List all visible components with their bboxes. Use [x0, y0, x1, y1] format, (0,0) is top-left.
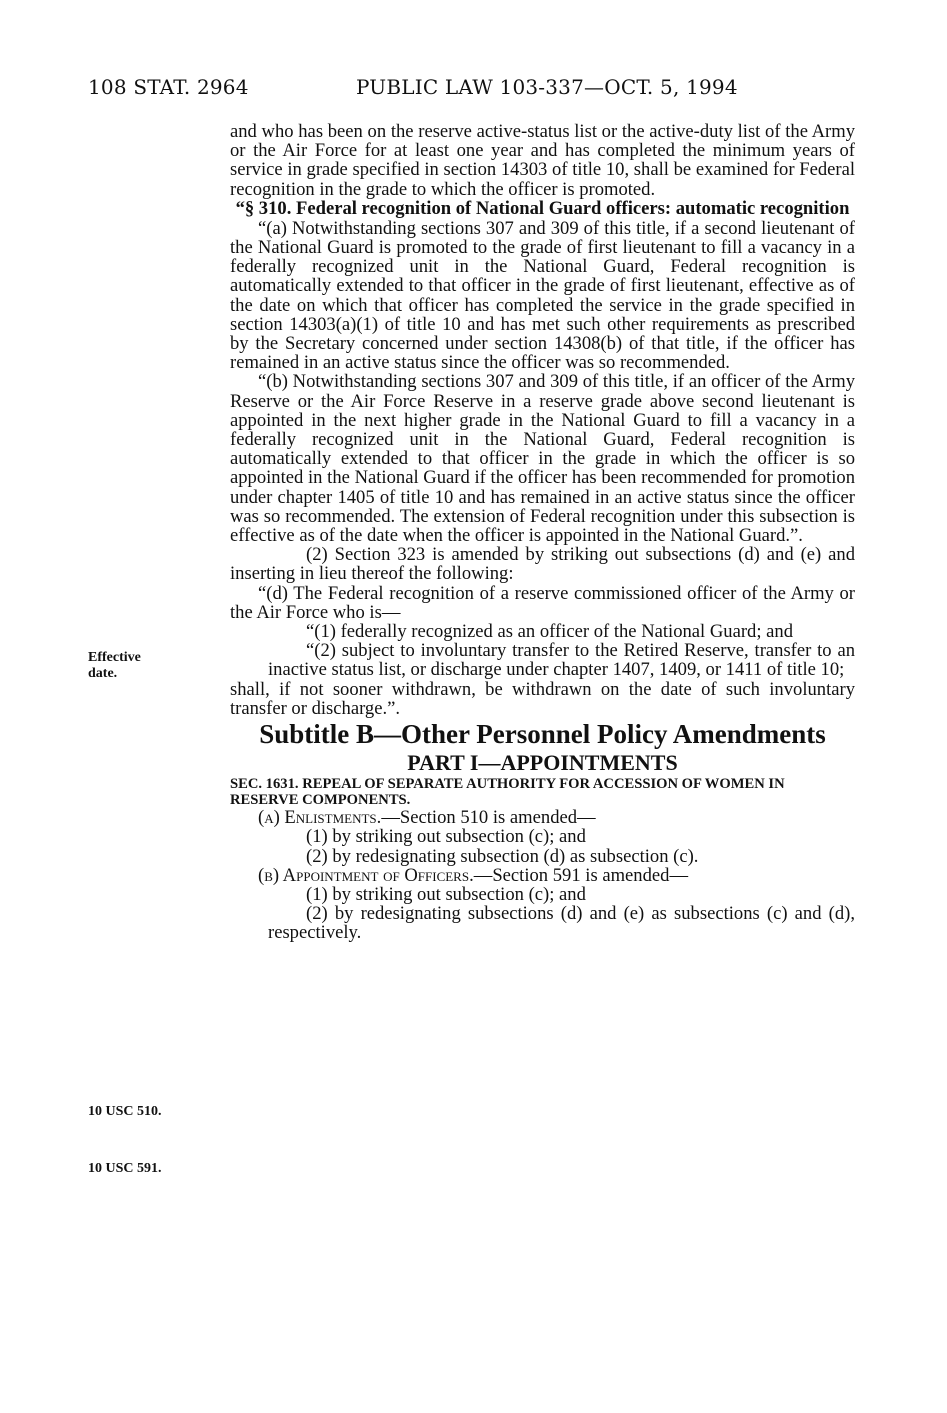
- section-1631-heading: [230, 776, 855, 808]
- page-header: [88, 75, 848, 105]
- section-title: REPEAL OF SEPARATE AUTHORITY FOR ACCESSION OF WOMEN IN RESERVE COMPONENTS.: [230, 776, 785, 809]
- intro-paragraph: and who has been on the reserve active-status list or the active-duty list of the Army or the Air Force for at least one year and has completed the minimum years of service in grade specified in section 14303 of title 10, shall be examined for Federal recognition in the grade to which the officer is promoted.: [230, 121, 855, 200]
- body-text: [230, 122, 855, 943]
- subtitle-heading: Subtitle B—Other Personnel Policy Amendments: [259, 719, 826, 750]
- enlistments-item-2: (2) by redesignating subsection (d) as subsection (c).: [306, 845, 699, 867]
- margin-note-10-usc-591: 10 USC 591.: [88, 1161, 162, 1176]
- enlistments-label: (a) Enlistments.: [258, 807, 382, 829]
- subsection-a-enlistments: [230, 808, 855, 827]
- margin-note-effective-date: Effective date.: [88, 650, 141, 681]
- section-310-heading: “§ 310. Federal recognition of National Guard officers: automatic recognition: [235, 197, 850, 219]
- statute-citation: 108 STAT. 2964: [88, 75, 249, 99]
- subsection-b-appointment: [230, 866, 855, 885]
- section-number: SEC. 1631.: [230, 776, 299, 793]
- margin-note-10-usc-510: 10 USC 510.: [88, 1104, 162, 1119]
- appointment-item-2: (2) by redesignating subsections (d) and (e) as subsections (c) and (d), respectively.: [268, 903, 855, 944]
- subsection-d-paragraph: “(d) The Federal recognition of a reserve commissioned officer of the Army or the Air Force who is—: [230, 582, 855, 623]
- appointment-item-1: (1) by striking out subsection (c); and: [306, 883, 586, 905]
- clause-2: “(2) subject to involuntary transfer to the Retired Reserve, transfer to an inactive status list, or discharge under chapter 1407, 1409, or 1411 of title 10;: [268, 640, 855, 681]
- closing-paragraph: shall, if not sooner withdrawn, be withdrawn on the date of such involuntary transfer or discharge.”.: [230, 678, 855, 719]
- clause-1: “(1) federally recognized as an officer of the National Guard; and: [306, 621, 793, 643]
- appointment-text: —Section 591 is amended—: [473, 864, 689, 886]
- enlistments-item-1: (1) by striking out subsection (c); and: [306, 826, 586, 848]
- public-law-title: PUBLIC LAW 103-337—OCT. 5, 1994: [356, 75, 738, 99]
- enlistments-text: —Section 510 is amended—: [381, 807, 596, 829]
- appointment-label: (b) Appointment of Officers.: [258, 864, 474, 886]
- part-heading: PART I—APPOINTMENTS: [407, 750, 678, 776]
- paragraph-2: (2) Section 323 is amended by striking out subsections (d) and (e) and inserting in lieu thereof the following:: [230, 544, 855, 585]
- subsection-b-paragraph: “(b) Notwithstanding sections 307 and 309 of this title, if an officer of the Army Reserve or the Air Force Reserve in a reserve grade above second lieutenant is appointed in the next higher grade in the National Guard to fill a vacancy in a federally recognized unit in the National Guard, Federal recognition is automatically extended to that officer in the grade in which the officer is so appointed in the National Guard if the officer has been recommended for promotion under chapter 1405 of title 10 and has remained in an active status since the officer was so recommended. The extension of Federal recognition under this subsection is effective as of the date when the officer is appointed in the National Guard.”.: [230, 371, 855, 547]
- subsection-a-paragraph: “(a) Notwithstanding sections 307 and 309 of this title, if a second lieutenant of the National Guard is promoted to the grade of first lieutenant to fill a vacancy in a federally recognized unit in the National Guard, Federal recognition is automatically extended to that officer in the grade of first lieutenant, effective as of the date on which that officer has completed the service in the grade specified in section 14303(a)(1) of title 10 and has met such other requirements as prescribed by the Secretary concerned under section 14308(b) of that title, if the officer has remained in an active status since the officer was so recommended.: [230, 217, 855, 374]
